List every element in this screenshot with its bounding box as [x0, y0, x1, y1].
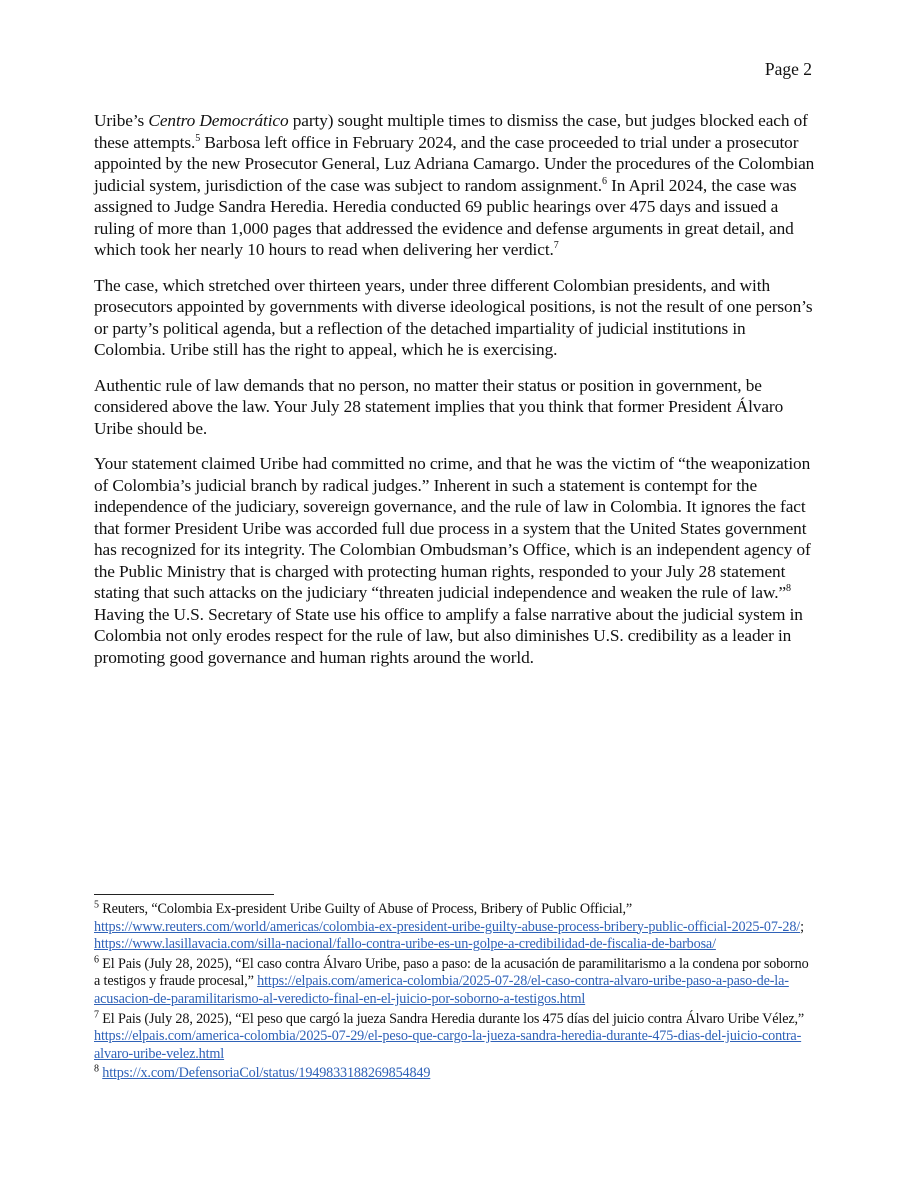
text-run: Uribe’s: [94, 111, 149, 130]
body-text: [94, 110, 818, 682]
footnote-marker: 8: [94, 1063, 99, 1075]
footnote-marker: 7: [94, 1008, 99, 1020]
footnote-marker: 5: [94, 899, 99, 911]
footnotes: [94, 901, 818, 1085]
text-run: ;: [800, 918, 804, 935]
paragraph-2: [94, 275, 818, 361]
text-run: El Pais (July 28, 2025), “El caso contra Álvaro Uribe, paso a paso: de la acusación de paramilitarismo a la condena por soborno a testigos y fraude procesal,”: [94, 955, 809, 990]
paragraph-1: [94, 110, 818, 261]
footnote-5: [94, 901, 818, 954]
footnote-6: [94, 956, 818, 1009]
footnote-link[interactable]: https://www.reuters.com/world/americas/colombia-ex-president-uribe-guilty-abuse-process-bribery-public-official-2025-07-28/: [94, 918, 801, 935]
footnote-marker: 6: [601, 175, 607, 187]
italic-text: Centro Democrático: [148, 111, 289, 130]
page-number: Page 2: [764, 59, 812, 79]
text-run: Having the U.S. Secretary of State use his office to amplify a false narrative about the judicial system in Colombia not only erodes respect for the rule of law, but also diminishes U.S. credibility as a leader in promoting good governance and human rights around the world.: [94, 604, 803, 667]
paragraph-4: [94, 453, 818, 668]
footnote-marker: 8: [786, 583, 791, 595]
text-run: In April 2024, the case was assigned to Judge Sandra Heredia. Heredia conducted 69 public hearings over 475 days and issued a ruling of more than 1,000 pages that addressed the evidence and defense arguments in great detail, and which took her nearly 10 hours to read when delivering her verdict.: [94, 175, 797, 259]
footnote-8: [94, 1065, 818, 1083]
footnote-7: [94, 1008, 818, 1064]
text-run: El Pais (July 28, 2025), “El peso que cargó la jueza Sandra Heredia durante los 475 días del juicio contra Álvaro Uribe Vélez,”: [98, 1010, 805, 1027]
text-run: Authentic rule of law demands that no person, no matter their status or position in government, be considered above the law. Your July 28 statement implies that you think that former President Álvaro Uribe should be.: [94, 375, 784, 438]
footnote-link[interactable]: https://www.lasillavacia.com/silla-nacional/fallo-contra-uribe-es-un-golpe-a-credibilidad-de-fiscalia-de-barbosa/: [94, 936, 716, 953]
text-run: Reuters, “Colombia Ex-president Uribe Guilty of Abuse of Process, Bribery of Public Official,”: [98, 901, 633, 917]
footnote-marker: 6: [94, 954, 99, 966]
text-run: Your statement claimed Uribe had committed no crime, and that he was the victim of “the weaponization of Colombia’s judicial branch by radical judges.” Inherent in such a statement is contempt for the independence of the judiciary, sovereign governance, and the rule of law in Colombia. It ignores the fact that former President Uribe was accorded full due process in a system that the United States government has recognized for its integrity. The Colombian Ombudsman’s Office, which is an independent agency of the Public Ministry that is charged with protecting human rights, responded to your July 28 statement stating that such attacks on the judiciary “threaten judicial independence and weaken the rule of law.”: [94, 454, 811, 602]
text-run: The case, which stretched over thirteen years, under three different Colombian presidents, and with prosecutors appointed by governments with diverse ideological positions, is not the result of one person’s or party’s political agenda, but a reflection of the detached impartiality of judicial institutions in Colombia. Uribe still has the right to appeal, which he is exercising.: [94, 275, 813, 359]
text-run: party) sought multiple times to dismiss the case, but judges blocked each of these attempts.: [94, 111, 808, 152]
footnote-marker: 5: [195, 132, 201, 144]
footnote-link[interactable]: https://x.com/DefensoriaCol/status/1949833188269854849: [102, 1065, 431, 1082]
footnote-divider: [94, 894, 274, 895]
footnote-link[interactable]: https://elpais.com/america-colombia/2025-07-28/el-caso-contra-alvaro-uribe-paso-a-paso-de-la-acusacion-de-paramilitarismo-al-veredicto-final-en-el-juicio-por-soborno-a-testigos.html: [94, 973, 789, 1007]
text-run: Barbosa left office in February 2024, and the case proceeded to trial under a prosecutor appointed by the new Prosecutor General, Luz Adriana Camargo. Under the procedures of the Colombian judicial system, jurisdiction of the case was subject to random assignment.: [94, 132, 815, 195]
footnote-link[interactable]: https://elpais.com/america-colombia/2025-07-29/el-peso-que-cargo-la-jueza-sandra-heredia-durante-475-dias-del-juicio-contra-alvaro-uribe-velez.html: [94, 1028, 802, 1062]
paragraph-3: [94, 375, 818, 440]
footnote-marker: 7: [553, 240, 559, 252]
